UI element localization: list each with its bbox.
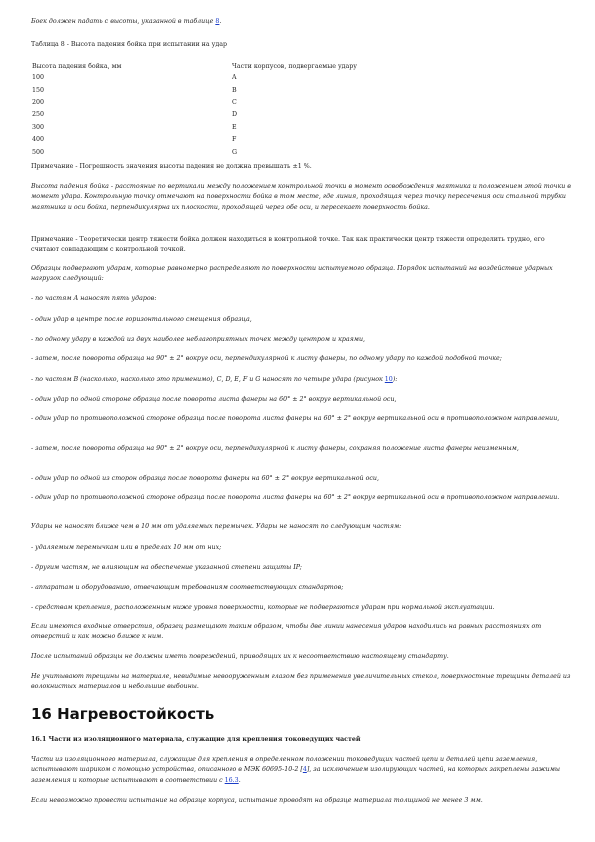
table-cell-height: 250 [32, 111, 45, 118]
list-item: - затем, после поворота образца на 90° ± 2° вокруг оси, перпендикулярной к листу фанеры, по одному удару по каждой подобной точке; [31, 355, 502, 362]
table-caption: Таблица 8 - Высота падения бойка при испытании на удар [31, 41, 227, 48]
table-cell-part: A [232, 74, 237, 81]
table-cell-part: C [232, 99, 237, 106]
section-heading-16: 16 Нагревостойкость [31, 705, 215, 723]
table-cell-height: 100 [32, 74, 45, 81]
table-cell-height: 200 [32, 99, 45, 106]
last-paragraph: Если невозможно провести испытание на образце корпуса, испытание проводят на образце материала толщиной не менее 3 мм. [31, 797, 483, 804]
table-row [31, 149, 571, 159]
list-item: - по частям А наносят пять ударов: [31, 295, 157, 302]
list-item: - другим частям, не влияющим на обеспечение указанной степени защиты IP; [31, 564, 302, 571]
clause-16-3-link[interactable]: 16.3 [224, 776, 239, 784]
list-item: - один удар в центре после горизонтального смещения образца, [31, 316, 252, 323]
samples-paragraph: Образцы подвергают ударам, которые равномерно распределяют по поверхности испытуемого образца. Порядок испытаний на воздействие ударных нагрузок следующий: [31, 265, 553, 283]
list-item: - по частям В (насколько, насколько это применимо), С, D, Е, F и G наносят по четыре удара (рисунок 10): [31, 376, 398, 383]
table-row [31, 111, 571, 121]
table-8-link[interactable]: 8 [215, 18, 220, 25]
drop-height-definition: Высота падения бойка - расстояние по вертикали между положением контрольной точки в момент освобождения маятника и положением этой точки в момент удара. Контрольную точку отмечают на поверхности бойка в том месте, где линия, проходящая через точку пересечения оси стальной трубки маятника и оси бойка, перпендикулярна их плоскости, проходящей через обе оси, и пересекает поверхность бойка. [31, 183, 571, 211]
list-item: - один удар по одной стороне образца после поворота листа фанеры на 60° ± 2° вокруг вертикальной оси, [31, 396, 397, 403]
table-header-height: Высота падения бойка, мм [32, 63, 122, 70]
table-cell-height: 150 [32, 87, 45, 94]
section-16-1-paragraph: Части из изоляционного материала, служащие для крепления в определенном положении токоведущих частей цепи и деталей цепи заземления, испытывают шариком с помощью устройства, описанного в МЭК 60695-10-2 [4], за исключением изолирующих частей, на которых закреплены зажимы заземления и которые испытывают в соответствии с 16.3. [31, 756, 561, 784]
table-header-parts: Части корпусов, подвергаемые удару [232, 63, 358, 70]
figure-10-link[interactable]: 10 [384, 376, 393, 383]
after-test-paragraph: После испытаний образцы не должны иметь повреждений, приводящих их к несоответствию настоящему стандарту. [31, 653, 449, 660]
table-row [31, 124, 571, 134]
centre-of-gravity-note: Примечание - Теоретически центр тяжести бойка должен находиться в контрольной точке. Так как практически центр тяжести определить трудно, его считают совпадающим с контрольной точкой. [31, 236, 545, 254]
table-cell-height: 300 [32, 124, 45, 131]
list-item: - один удар по противоположной стороне образца после поворота листа фанеры на 60° ± 2° вокруг вертикальной оси в противоположном направлении, [31, 415, 560, 422]
reference-4-link[interactable]: 4 [302, 766, 307, 774]
table-row [31, 136, 571, 146]
table-header-row [31, 63, 571, 73]
table-row [31, 99, 571, 109]
inlet-paragraph: Если имеются входные отверстия, образец размещают таким образом, чтобы две линии нанесения ударов находились на равных расстояниях от отверстий и как можно ближе к ним. [31, 623, 542, 641]
list-item: - аппаратам и оборудованию, отвечающим требованиям соответствующих стандартов; [31, 584, 344, 591]
table-cell-part: B [232, 87, 237, 94]
list-item: - один удар по противоположной стороне образца после поворота листа фанеры на 60° ± 2° вокруг вертикальной оси в противоположном направлении. [31, 494, 560, 501]
table-cell-height: 400 [32, 136, 45, 143]
table-cell-part: F [232, 136, 237, 143]
table-cell-part: D [232, 111, 238, 118]
intro-text: Боек должен падать с высоты, указанной в таблице 8. [31, 18, 222, 25]
list-item: - удаляемым перемычкам или в пределах 10 мм от них; [31, 544, 222, 551]
no-hits-paragraph: Удары не наносят ближе чем в 10 мм от удаляемых перемычек. Удары не наносят по следующим частям: [31, 523, 402, 530]
list-item: - средствам крепления, расположенным ниже уровня поверхности, которые не подвергаются ударам при нормальной эксплуатации. [31, 604, 495, 611]
table-cell-part: E [232, 124, 237, 131]
table-cell-height: 500 [32, 149, 45, 156]
ignore-cracks-paragraph: Не учитывают трещины на материале, невидимые невооруженным глазом без применения увеличительных стекол, поверхностные трещины деталей из волокнистых материалов и небольшие выбоины. [31, 673, 571, 691]
subsection-heading-16-1: 16.1 Части из изоляционного материала, служащие для крепления токоведущих частей [31, 736, 361, 743]
list-item: - затем, после поворота образца на 90° ± 2° вокруг оси, перпендикулярной к листу фанеры, сохраняя положение листа фанеры неизменным, [31, 445, 519, 452]
table-row [31, 74, 571, 84]
table-note: Примечание - Погрешность значения высоты падения не должна превышать ±1 %. [31, 163, 312, 170]
list-item: - один удар по одной из сторон образца после поворота фанеры на 60° ± 2° вокруг вертикальной оси, [31, 475, 379, 482]
table-cell-part: G [232, 149, 238, 156]
table-row [31, 87, 571, 97]
list-item: - по одному удару в каждой из двух наиболее неблагоприятных точек между центром и краями, [31, 336, 366, 343]
